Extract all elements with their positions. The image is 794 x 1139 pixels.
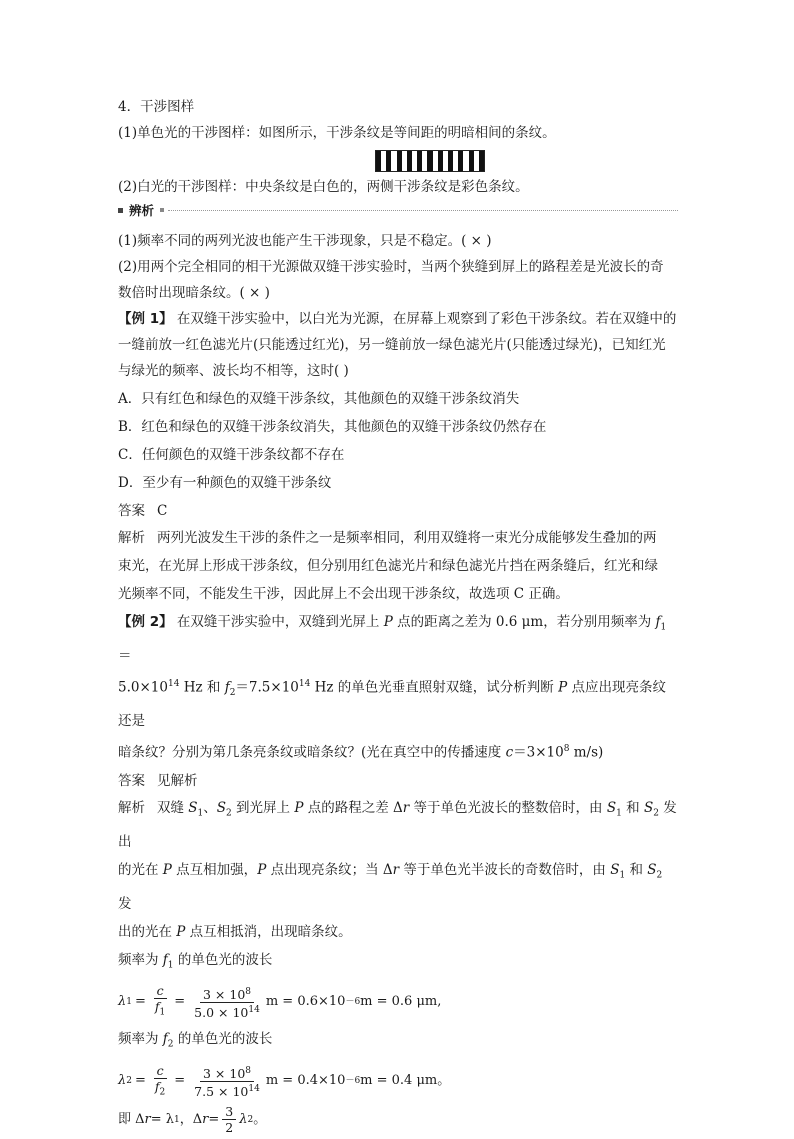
example2-line1: 【例 2】 在双缝干涉实验中，双缝到光屏上 P 点的距离之差为 0.6 μm，若分别用频率为 $f_1=$ <box>118 614 667 664</box>
example1-label: 【例 1】 <box>118 311 173 327</box>
option-b: B．红色和绿色的双缝干涉条纹消失，其他颜色的双缝干涉条纹仍然存在 <box>118 419 547 435</box>
item-white-light: (2)白光的干涉图样：中央条纹是白色的，两侧干涉条纹是彩色条纹。 <box>118 179 529 195</box>
wavelength2-title: 频率为 $f_2$ 的单色光的波长 <box>118 1030 273 1050</box>
equation-2: λ 2 = $\frac{c}{f_2}$ = $\frac{3 \times 10^8}{7.5 \times 10^{14}}$ m = 0.4×10 －6 m = 0.4 μm。 <box>118 1062 451 1100</box>
item-monochromatic: (1)单色光的干涉图样：如图所示，干涉条纹是等间距的明暗相间的条纹。 <box>118 125 556 141</box>
option-d: D．至少有一种颜色的双缝干涉条纹 <box>118 475 332 491</box>
example2-answer: 答案 见解析 <box>118 773 198 790</box>
example1-analysis-line1: 解析 两列光波发生干涉的条件之一是频率相同，利用双缝将一束光分成能够发生叠加的两 <box>118 530 657 546</box>
option-a: A．只有红色和绿色的双缝干涉条纹，其他颜色的双缝干涉条纹消失 <box>118 391 520 407</box>
example1-line1: 【例 1】 在双缝干涉实验中，以白光为光源，在屏幕上观察到了彩色干涉条纹。若在双缝中的 <box>118 311 677 327</box>
bianxi-header <box>118 202 678 218</box>
example1-line3: 与绿光的频率、波长均不相等，这时( ) <box>118 363 349 379</box>
example1-analysis-line3: 光频率不同，不能发生干涉，因此屏上不会出现干涉条纹，故选项 C 正确。 <box>118 586 569 602</box>
option-c: C．任何颜色的双缝干涉条纹都不存在 <box>118 447 345 463</box>
example1-answer: 答案 C <box>118 503 168 519</box>
bianxi-label: 辨析 <box>129 203 155 218</box>
example2-analysis-line3: 出的光在 P 点互相抵消，出现暗条纹。 <box>118 923 352 940</box>
example2-line2: $5.0\times 10^{14}$ Hz 和 $f_2=7.5\times 10^{14}$ Hz 的单色光垂直照射双缝，试分析判断 P 点应出现亮条纹还是 <box>118 678 666 729</box>
example1-line2: 一缝前放一红色滤光片(只能透过红光)，另一缝前放一绿色滤光片(只能透过绿光)，已知红光 <box>118 337 666 353</box>
interference-fringes-image <box>375 150 485 172</box>
equation-1: λ 1 = $\frac{c}{f_1}$ = $\frac{3 \times 10^8}{5.0 \times 10^{14}}$ m = 0.6×10 －6 m = 0.6 μm, <box>118 983 442 1020</box>
final-result: 即 Δ r = λ 1 ，Δ r = $\frac{3}{2}$ λ 2 。 <box>118 1104 267 1136</box>
bianxi-q2-line1: (2)用两个完全相同的相干光源做双缝干涉实验时，当两个狭缝到屏上的路程差是光波长的奇 <box>118 259 664 275</box>
bianxi-q2-line2: 数倍时出现暗条纹。( × ) <box>118 285 270 301</box>
example2-line3: 暗条纹？分别为第几条亮条纹或暗条纹？(光在真空中的传播速度 $c=3\times 10^8$ m/s) <box>118 743 604 761</box>
example2-analysis-line1: 解析 双缝 $S_1$、$S_2$ 到光屏上 P 点的路程之差 Δr 等于单色光波长的整数倍时，由 $S_1$ 和 $S_2$ 发出 <box>118 800 677 851</box>
wavelength1-title: 频率为 $f_1$ 的单色光的波长 <box>118 951 273 971</box>
square-bullet-icon <box>118 208 123 213</box>
fringe-figure <box>182 150 678 172</box>
dotted-rule <box>168 210 678 211</box>
example1-analysis-line2: 束光，在光屏上形成干涉条纹，但分别用红色滤光片和绿色滤光片挡在两条缝后，红光和绿 <box>118 558 658 574</box>
document-page <box>118 96 678 1139</box>
bianxi-q1: (1)频率不同的两列光波也能产生干涉现象，只是不稳定。( × ) <box>118 233 492 249</box>
section-heading: 4．干涉图样 <box>118 99 195 115</box>
example2-analysis-line2: 的光在 P 点互相加强，P 点出现亮条纹；当 Δr 等于单色光半波长的奇数倍时，由 $S_1$ 和 $S_2$ 发 <box>118 862 663 912</box>
example2-label: 【例 2】 <box>118 614 173 630</box>
small-square-icon <box>160 208 164 212</box>
